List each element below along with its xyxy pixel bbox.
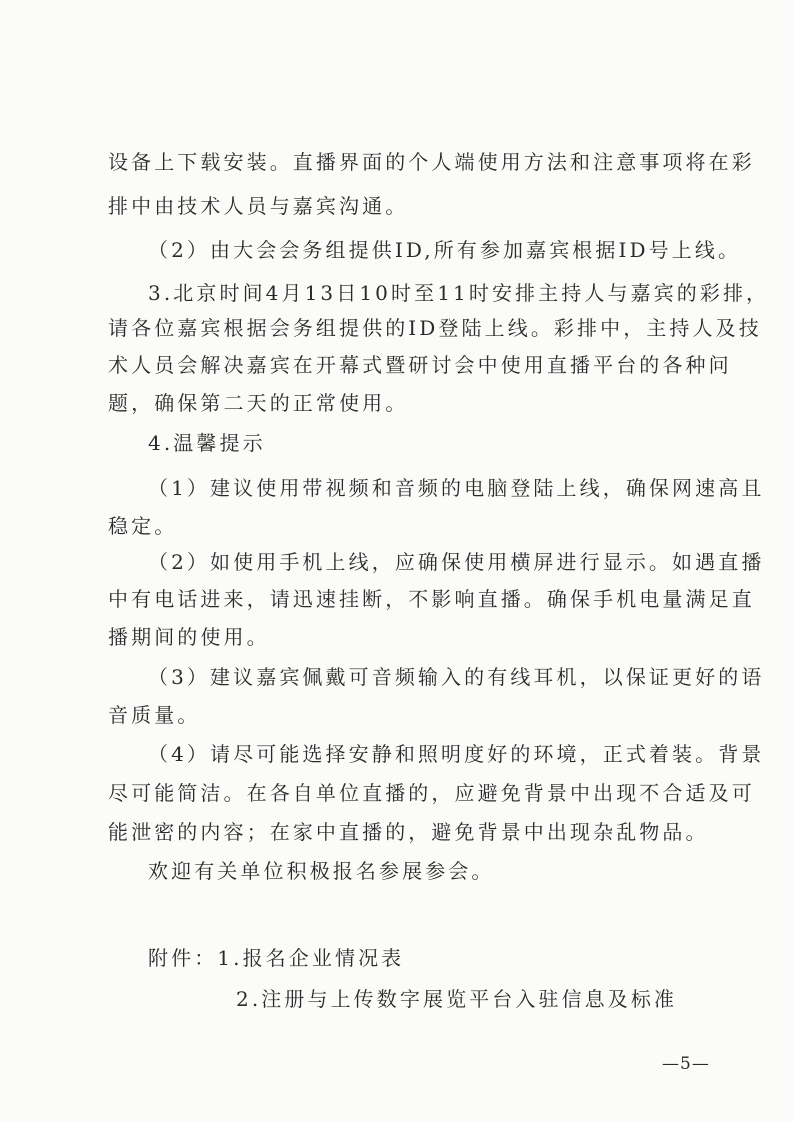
text-line: （4）请尽可能选择安静和照明度好的环境，正式着装。背景 bbox=[148, 742, 765, 766]
text-line: （3）建议嘉宾佩戴可音频输入的有线耳机，以保证更好的语 bbox=[148, 665, 765, 689]
text-line: （2）如使用手机上线，应确保使用横屏进行显示。如遇直播 bbox=[148, 550, 765, 574]
text-line: 请各位嘉宾根据会务组提供的ID登陆上线。彩排中，主持人及技 bbox=[108, 316, 762, 340]
text-line: 音质量。 bbox=[108, 703, 201, 727]
text-line: （2）由大会会务组提供ID,所有参加嘉宾根据ID号上线。 bbox=[148, 238, 742, 262]
text-line: 术人员会解决嘉宾在开幕式暨研讨会中使用直播平台的各种问 bbox=[108, 353, 732, 377]
text-line: 欢迎有关单位积极报名参展参会。 bbox=[148, 859, 495, 883]
text-line: 尽可能简洁。在各自单位直播的，应避免背景中出现不合适及可 bbox=[108, 781, 755, 805]
attachment-line: 附件：1.报名企业情况表 bbox=[148, 946, 405, 970]
text-line: （1）建议使用带视频和音频的电脑登陆上线，确保网速高且 bbox=[148, 476, 765, 500]
text-line: 稳定。 bbox=[108, 514, 178, 538]
text-line: 题，确保第二天的正常使用。 bbox=[108, 391, 409, 415]
text-line: 排中由技术人员与嘉宾沟通。 bbox=[108, 194, 409, 218]
text-line: 4.温馨提示 bbox=[148, 431, 266, 455]
attachment-line: 2.注册与上传数字展览平台入驻信息及标准 bbox=[236, 987, 678, 1011]
text-line: 3.北京时间4月13日10时至11时安排主持人与嘉宾的彩排， bbox=[148, 281, 770, 305]
text-line: 中有电话进来，请迅速挂断，不影响直播。确保手机电量满足直 bbox=[108, 587, 755, 611]
text-line: 播期间的使用。 bbox=[108, 625, 270, 649]
page-number: —5— bbox=[662, 1054, 710, 1074]
text-line: 设备上下载安装。直播界面的个人端使用方法和注意事项将在彩 bbox=[108, 150, 755, 174]
text-line: 能泄密的内容；在家中直播的，避免背景中出现杂乱物品。 bbox=[108, 820, 709, 844]
